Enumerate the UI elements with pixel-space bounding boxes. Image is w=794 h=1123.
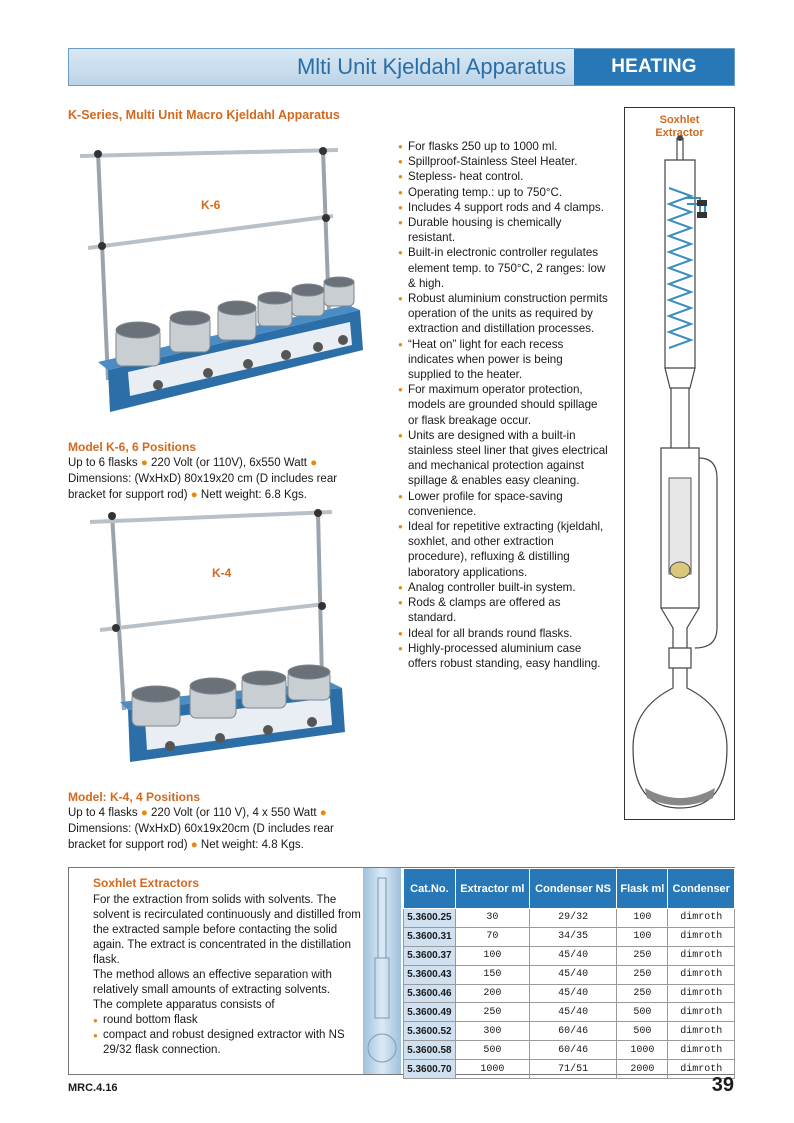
table-row: 5.3600.49 250 45/40 500 dimroth [404,1003,735,1022]
k4-label: K-4 [212,566,232,580]
feature-item: ● Built-in electronic controller regulates element temp. to 750°C, 2 ranges: low & high. [398,245,608,291]
feature-item: ● For maximum operator protection, models are grounded should spillage or flask breakage occur. [398,382,608,428]
catalog-table [403,868,735,1079]
k4-apparatus-image [90,500,360,790]
k6-model-title: Model K-6, 6 Positions [68,440,197,454]
feature-item: ● “Heat on” light for each recess indicates when power is being supplied to the heater. [398,337,608,383]
feature-item: ● Ideal for all brands round flasks. [398,626,608,641]
k4-model-title: Model: K-4, 4 Positions [68,790,201,804]
category-badge: HEATING MANTLES [574,49,734,85]
table-row: 5.3600.58 500 60/46 1000 dimroth [404,1041,735,1060]
header-condenser-ns: Condenser NS [529,869,616,909]
feature-item: ● Durable housing is chemically resistant. [398,215,608,245]
k4-model-spec: Model: K-4, 4 Positions Up to 4 flasks ● 220 Volt (or 110 V), 4 x 550 Watt ● Dimensions: (WxHxD) 60x19x20cm (D includes rear bracket for support rod) ● Net weight: 4.8 Kgs. [68,789,368,853]
header-condenser: Condenser [668,869,735,909]
feature-item: ● For flasks 250 up to 1000 ml. [398,139,608,154]
feature-item: ● Ideal for repetitive extracting (kjeldahl, soxhlet, and other extraction procedure), refluxing & distilling laboratory applications. [398,519,608,580]
list-item: ● compact and robust designed extractor with NS 29/32 flask connection. [93,1028,363,1058]
k6-model-spec: Model K-6, 6 Positions Up to 6 flasks ● 220 Volt (or 110V), 6x550 Watt ● Dimensions: (WxHxD) 80x19x20 cm (D includes rear bracket for support rod) ● Nett weight: 6.8 Kgs. [68,439,368,503]
soxhlet-drawing [625,108,736,821]
k6-label: K-6 [201,198,221,212]
header-flask-ml: Flask ml [617,869,668,909]
list-item: ● round bottom flask [93,1013,363,1028]
page-title: Mlti Unit Kjeldahl Apparatus [296,54,566,79]
feature-item: ● Analog controller built-in system. [398,580,608,595]
apparatus-parts-list [93,1013,363,1058]
table-row: 5.3600.25 30 29/32 100 dimroth [404,909,735,928]
table-row: 5.3600.37 100 45/40 250 dimroth [404,946,735,965]
table-row: 5.3600.46 200 45/40 250 dimroth [404,984,735,1003]
features-list [398,139,608,671]
page-header [68,48,735,113]
table-row: 5.3600.43 150 45/40 250 dimroth [404,965,735,984]
section-title: K-Series, Multi Unit Macro Kjeldahl Apparatus [68,108,340,122]
page-number: 39 [711,1074,734,1096]
feature-item: ● Highly-processed aluminium case offers robust standing, easy handling. [398,641,608,671]
feature-item: ● Lower profile for space-saving convenience. [398,489,608,519]
feature-item: ● Includes 4 support rods and 4 clamps. [398,200,608,215]
feature-item: ● Rods & clamps are offered as standard. [398,595,608,625]
soxhlet-photo-strip [363,868,401,1074]
catalog-code: MRC.4.16 [68,1082,118,1094]
soxhlet-description: Soxhlet Extractors For the extraction from solids with solvents. The solvent is recirculated continuously and distilled from the extracted sample before contacting the solid again. The extract is concentrated in the distillation flask. The method allows an effective separation with relatively small amounts of extracting solvents. The complete apparatus consists of ● round bottom flask ● compact and robust designed extractor with NS 29/32 flask connection. [93,876,363,1058]
header-cat-no: Cat.No. [404,869,456,909]
soxhlet-extractor-figure [624,107,735,820]
feature-item: ● Units are designed with a built-in stainless steel liner that gives electrical and mechanical protection against spillage & enables easy cleaning. [398,428,608,489]
k6-apparatus-image [68,140,378,440]
table-row: 5.3600.31 70 34/35 100 dimroth [404,927,735,946]
soxhlet-figure-title: Soxhlet Extractor [655,114,704,139]
feature-item: ● Robust aluminium construction permits operation of the units as required by extraction and distillation processes. [398,291,608,337]
table-row: 5.3600.70 1000 71/51 2000 dimroth [404,1060,735,1079]
feature-item: ● Operating temp.: up to 750°C. [398,185,608,200]
feature-item: ● Spillproof-Stainless Steel Heater. [398,154,608,169]
feature-item: ● Stepless- heat control. [398,169,608,184]
table-row: 5.3600.52 300 60/46 500 dimroth [404,1022,735,1041]
soxhlet-extractors-panel [68,867,735,1075]
soxhlet-section-title: Soxhlet Extractors [93,876,200,890]
header-extractor-ml: Extractor ml [455,869,529,909]
